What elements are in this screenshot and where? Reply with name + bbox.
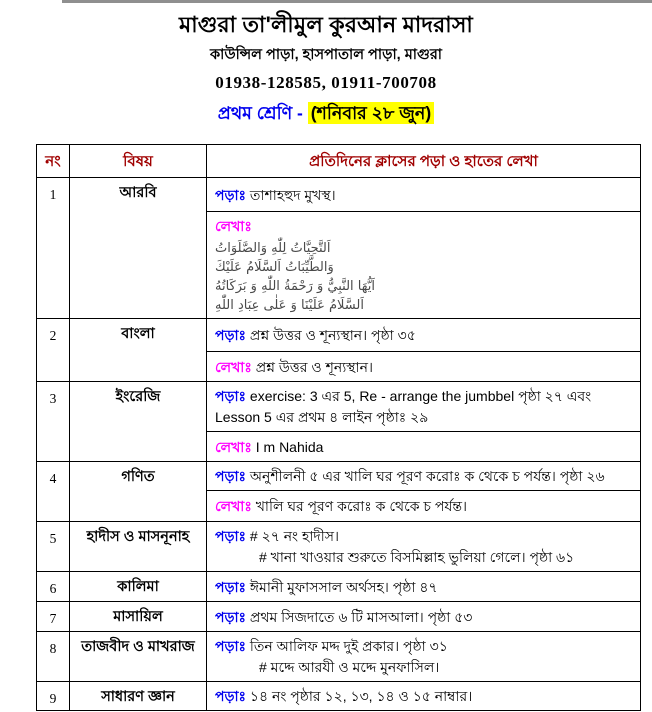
reading-label: পড়াঃ bbox=[215, 468, 247, 484]
reading-label: পড়াঃ bbox=[215, 528, 247, 544]
subject-name: গণিত bbox=[70, 462, 207, 522]
row-number: 2 bbox=[37, 319, 70, 382]
reading-label: পড়াঃ bbox=[215, 638, 247, 654]
school-address: কাউন্সিল পাড়া, হাসপাতাল পাড়া, মাগুরা bbox=[209, 47, 443, 63]
reading-text: # মদ্দে আরযী ও মদ্দে মুনফাসিল। bbox=[259, 659, 440, 675]
reading-text: exercise: 3 এর 5, Re - arrange the jumbbel পৃষ্ঠা ২৭ এবং Lesson 5 এর প্রথম ৪ লাইন পৃষ্ঠাঃ ২৯ bbox=[215, 388, 592, 425]
arabic-text-block bbox=[215, 239, 634, 315]
reading-cell bbox=[207, 572, 641, 602]
reading-label: পড়াঃ bbox=[215, 327, 247, 343]
row-number: 7 bbox=[37, 602, 70, 632]
row-number: 1 bbox=[37, 178, 70, 319]
document-header bbox=[0, 0, 652, 130]
arabic-line: وَالطَّيِّبَاتُ اَلسَّلَامُ عَلَيْكَ bbox=[215, 260, 334, 275]
column-header-no: নং bbox=[37, 145, 70, 178]
writing-label: লেখাঃ bbox=[215, 218, 252, 234]
reading-cell bbox=[207, 602, 641, 632]
window-top-edge bbox=[62, 0, 652, 3]
arabic-line: اَلسَّلَامُ عَلَيْنَا وَ عَلٰى عِبَادِ اللّٰهِ bbox=[215, 298, 364, 313]
subject-name: সাধারণ জ্ঞান bbox=[70, 682, 207, 711]
school-name: মাগুরা তা'লীমুল কুরআন মাদরাসা bbox=[179, 12, 473, 37]
reading-text: প্রশ্ন উত্তর ও শূন্যস্থান। পৃষ্ঠা ৩৫ bbox=[249, 327, 416, 343]
class-date-line bbox=[0, 101, 652, 130]
class-label: প্রথম শ্রেণি - bbox=[217, 103, 303, 123]
table-row bbox=[37, 178, 641, 212]
reading-cell bbox=[207, 462, 641, 491]
table-row bbox=[37, 382, 641, 432]
table-row bbox=[37, 602, 641, 632]
table-row bbox=[37, 572, 641, 602]
reading-text: অনুশীলনী ৫ এর খালি ঘর পূরণ করোঃ ক থেকে চ পর্যন্ত। পৃষ্ঠা ২৬ bbox=[249, 468, 605, 484]
reading-label: পড়াঃ bbox=[215, 186, 247, 203]
lesson-table bbox=[36, 144, 641, 711]
row-number: 3 bbox=[37, 382, 70, 462]
writing-text: I m Nahida bbox=[255, 438, 324, 455]
table-row bbox=[37, 682, 641, 711]
reading-text: # খানা খাওয়ার শুরুতে বিসমিল্লাহ ভুলিয়া গেলে। পৃষ্ঠা ৬১ bbox=[259, 549, 575, 565]
table-row bbox=[37, 462, 641, 491]
reading-cell bbox=[207, 319, 641, 352]
subject-name: আরবি bbox=[70, 178, 207, 319]
column-header-content: প্রতিদিনের ক্লাসের পড়া ও হাতের লেখা bbox=[207, 145, 641, 178]
reading-label: পড়াঃ bbox=[215, 608, 247, 625]
writing-label: লেখাঃ bbox=[215, 498, 252, 514]
writing-text: খালি ঘর পূরণ করোঃ ক থেকে চ পর্যন্ত। bbox=[255, 498, 468, 514]
row-number: 5 bbox=[37, 522, 70, 572]
reading-text: তাশাহহুদ মুখস্থ। bbox=[249, 186, 336, 203]
reading-label: পড়াঃ bbox=[215, 578, 247, 595]
column-header-subject: বিষয় bbox=[70, 145, 207, 178]
reading-text: প্রথম সিজদাতে ৬ টি মাসআলা। পৃষ্ঠা ৫৩ bbox=[249, 608, 473, 625]
reading-text: ১৪ নং পৃষ্ঠার ১২, ১৩, ১৪ ও ১৫ নাম্বার। bbox=[249, 688, 473, 704]
subject-name: হাদীস ও মাসনূনাহ bbox=[70, 522, 207, 572]
reading-label: পড়াঃ bbox=[215, 688, 247, 704]
arabic-line: اَلتَّحِيَّاتُ لِلّٰهِ وَالصَّلَوَاتُ bbox=[215, 241, 331, 256]
subject-name: ইংরেজি bbox=[70, 382, 207, 462]
subject-name: মাসায়িল bbox=[70, 602, 207, 632]
writing-cell bbox=[207, 352, 641, 382]
reading-cell bbox=[207, 522, 641, 572]
reading-cell bbox=[207, 632, 641, 682]
table-row bbox=[37, 319, 641, 352]
phone-numbers: 01938-128585, 01911-700708 bbox=[215, 73, 437, 92]
subject-name: কালিমা bbox=[70, 572, 207, 602]
reading-text: # ২৭ নং হাদীস। bbox=[249, 528, 339, 544]
writing-cell bbox=[207, 432, 641, 462]
row-number: 6 bbox=[37, 572, 70, 602]
reading-cell bbox=[207, 382, 641, 432]
row-number: 4 bbox=[37, 462, 70, 522]
writing-cell bbox=[207, 491, 641, 522]
reading-text: ঈমানী মুফাসসাল অর্থসহ। পৃষ্ঠা ৪৭ bbox=[249, 578, 438, 595]
writing-label: লেখাঃ bbox=[215, 358, 252, 375]
subject-name: বাংলা bbox=[70, 319, 207, 382]
subject-name: তাজবীদ ও মাখরাজ bbox=[70, 632, 207, 682]
reading-label: পড়াঃ bbox=[215, 388, 247, 404]
table-header-row bbox=[37, 145, 641, 178]
table-row bbox=[37, 632, 641, 682]
row-number: 8 bbox=[37, 632, 70, 682]
arabic-line: اَيُّهَا النَّبِيُّ وَ رَحْمَةُ اللّٰهِ وَ بَرَكَاتُهُ bbox=[215, 279, 375, 294]
reading-cell bbox=[207, 682, 641, 711]
reading-cell bbox=[207, 178, 641, 212]
row-number: 9 bbox=[37, 682, 70, 711]
writing-label: লেখাঃ bbox=[215, 438, 252, 455]
date-highlight: (শনিবার ২৮ জুন) bbox=[308, 102, 434, 124]
reading-text: তিন আলিফ মদ্দ দুই প্রকার। পৃষ্ঠা ৩১ bbox=[249, 638, 448, 654]
writing-text: প্রশ্ন উত্তর ও শূন্যস্থান। bbox=[255, 358, 373, 375]
writing-cell bbox=[207, 212, 641, 319]
table-row bbox=[37, 522, 641, 572]
